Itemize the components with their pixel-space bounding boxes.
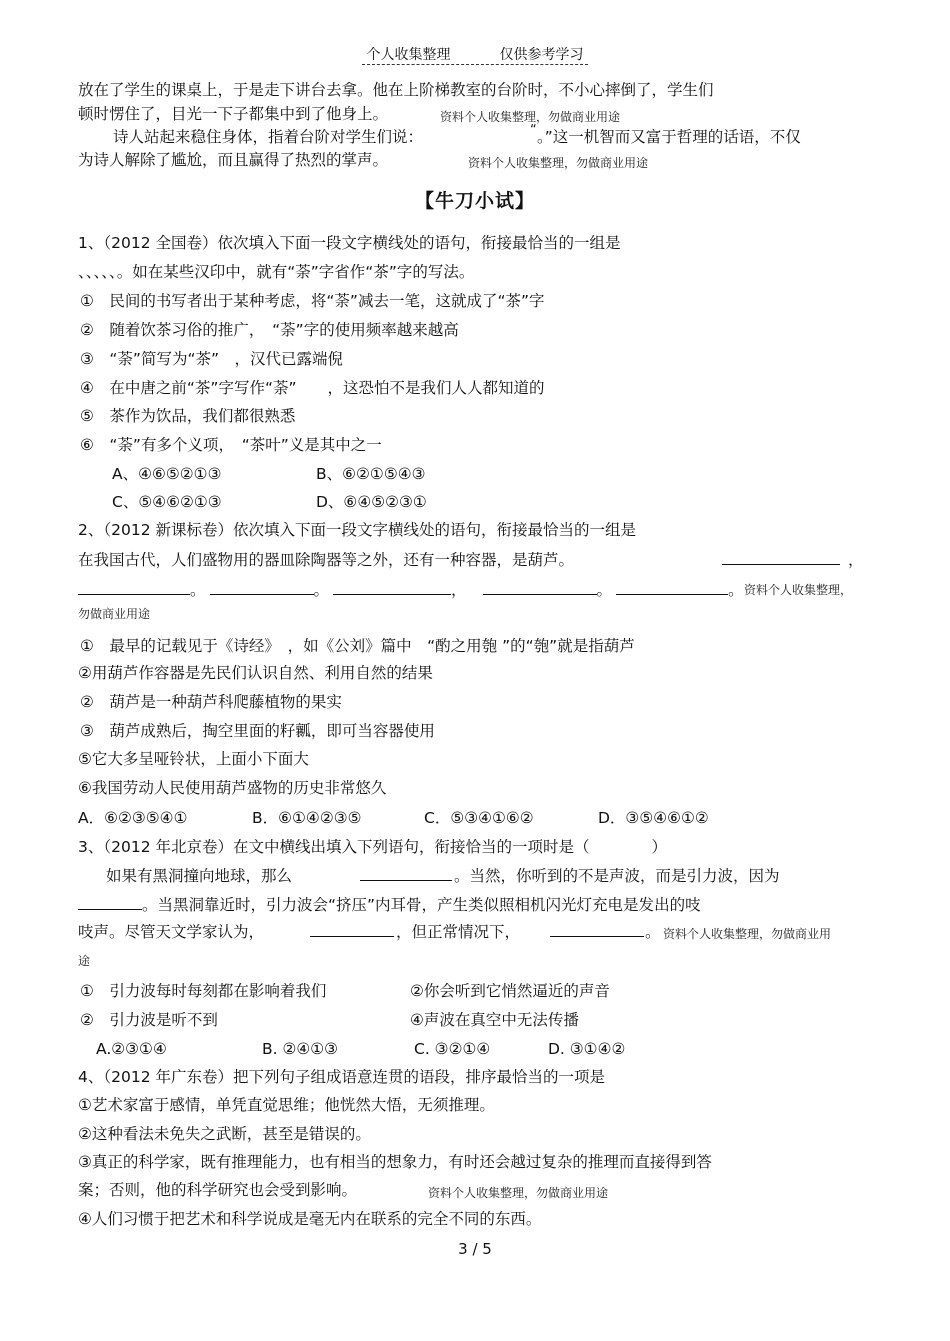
q2-option-c: C．⑤③④①⑥② [424, 809, 534, 827]
q2-item-3: ② 葫芦是一种葫芦科爬藤植物的果实 [80, 693, 342, 711]
header-rule [362, 64, 588, 65]
page-header [0, 44, 950, 64]
q3-line-3a: 吱声。尽管天文学家认为， [78, 923, 265, 941]
q3-line-2 [78, 893, 701, 915]
q3-option-d: D. ③①④② [548, 1040, 626, 1058]
q2-item-2: ②用葫芦作容器是先民们认识自然、利用自然的结果 [78, 664, 433, 682]
q3-item-3: ② 引力波是听不到 [80, 1011, 218, 1029]
q1-item-5: ⑤ 茶作为饮品，我们都很熟悉 [80, 407, 296, 425]
q1-item-2: ② 随着饮茶习俗的推广， “荼”字的使用频率越来越高 [80, 321, 459, 339]
q2-item-6: ⑥我国劳动人民使用葫芦盛物的历史非常悠久 [78, 779, 387, 797]
answer-blank[interactable] [310, 920, 394, 937]
answer-blank[interactable] [722, 548, 840, 565]
q3-option-b: B. ②④①③ [262, 1040, 339, 1058]
q4-sentence-4: ④人们习惯于把艺术和科学说成是毫无内在联系的完全不同的东西。 [78, 1210, 542, 1228]
q2-item-4: ③ 葫芦成熟后，掏空里面的籽瓤，即可当容器使用 [80, 722, 435, 740]
q1-stem: 1、（2012 全国卷）依次填入下面一段文字横线处的语句，衔接最恰当的一组是 [78, 234, 621, 252]
copyright-note: 资料个人收集整理，勿做商业用途 [468, 156, 649, 170]
q3-line-2-text: 。当黑洞靠近时，引力波会“挤压”内耳骨，产生类似照相机闪光灯充电是发出的吱 [142, 896, 701, 914]
q3-option-a: A.②③①④ [96, 1040, 167, 1058]
q1-option-d: D、⑥④⑤②③① [316, 493, 427, 511]
q1-item-1: ① 民间的书写者出于某种考虑，将“荼”减去一笔，这就成了“茶”字 [80, 292, 545, 310]
story-line-1: 放在了学生的课桌上，于是走下讲台去拿。他在上阶梯教室的台阶时，不小心摔倒了，学生们 [78, 81, 714, 99]
q1-item-4: ④ 在中唐之前“茶”字写作“荼” ，这恐怕不是我们人人都知道的 [80, 379, 545, 397]
header-right-text: 仅供参考学习 [499, 47, 584, 63]
q4-sentence-1: ①艺术家富于感情，单凭直觉思维；他恍然大悟，无须推理。 [78, 1096, 495, 1114]
q3-line-1b: 。当然，你听到的不是声波，而是引力波，因为 [454, 867, 780, 885]
q3-item-1: ① 引力波每时每刻都在影响着我们 [80, 982, 327, 1000]
q3-blank-2 [310, 920, 394, 942]
answer-blank[interactable] [333, 578, 451, 595]
q3-line-3b: ，但正常情况下， [396, 923, 521, 941]
q3-stem: 3、（2012 年北京卷）在文中横线出填入下列语句，衔接恰当的一项时是（ ） [78, 838, 667, 856]
q2-item-1: ① 最早的记载见于《诗经》 ，如《公刘》篇中 “酌之用匏 ”的“匏”就是指葫芦 [80, 637, 635, 655]
q4-sentence-3b: 案；否则，他的科学研究也会受到影响。 [78, 1181, 358, 1199]
q3-item-2: ②你会听到它悄然逼近的声音 [410, 982, 610, 1000]
story-quote-open: “ [530, 123, 537, 138]
q1-option-a: A、④⑥⑤②①③ [112, 465, 222, 483]
copyright-note: 资料个人收集整理，勿做商业用途 [428, 1186, 609, 1200]
q3-item-4: ④声波在真空中无法传播 [410, 1011, 579, 1029]
q1-item-3: ③ “荼”简写为“茶” ，汉代已露端倪 [80, 350, 344, 368]
q3-option-c: C. ③②①④ [414, 1040, 491, 1058]
story-line-2: 顿时愣住了，目光一下子都集中到了他身上。 [78, 105, 389, 123]
q4-sentence-3a: ③真正的科学家，既有推理能力，也有相当的想象力，有时还会越过复杂的推理而直接得到答 [78, 1153, 712, 1171]
q2-blank-row1 [722, 548, 840, 570]
q4-stem: 4、（2012 年广东卷）把下列句子组成语意连贯的语段，排序最恰当的一项是 [78, 1068, 605, 1086]
q2-punct-4: 。 [596, 581, 613, 599]
q1-item-6: ⑥ “荼”有多个义项， “茶叶”义是其中之一 [80, 436, 382, 454]
answer-blank[interactable] [483, 578, 597, 595]
story-line-3c: 。”这一机智而又富于哲理的话语，不仅 [537, 128, 801, 146]
q2-punct-2: 。 [313, 581, 330, 599]
page-number: 3 / 5 [458, 1240, 492, 1258]
answer-blank[interactable] [78, 578, 190, 595]
answer-blank[interactable] [360, 864, 452, 881]
answer-blank[interactable] [550, 920, 644, 937]
answer-blank[interactable] [616, 578, 728, 595]
copyright-note: 资料个人收集整理，勿做商业用途 [440, 110, 621, 124]
q2-punct-3: ， [451, 581, 467, 599]
copyright-note-part: 资料个人收集整理，勿做商业用 [663, 927, 832, 941]
answer-blank[interactable] [210, 578, 314, 595]
q1-context: 、、、、、。如在某些汉印中，就有“荼”字省作“茶”字的写法。 [78, 263, 475, 281]
story-line-4: 为诗人解除了尴尬，而且赢得了热烈的掌声。 [78, 151, 389, 169]
section-title: 【牛刀小试】 [414, 190, 535, 212]
q1-option-c: C、⑤④⑥②①③ [112, 493, 222, 511]
q2-item-5: ⑤它大多呈哑铃状，上面小下面大 [78, 750, 309, 768]
copyright-note-tail: 勿做商业用途 [78, 607, 151, 621]
q2-option-d: D．③⑤④⑥①② [598, 809, 709, 827]
answer-blank[interactable] [78, 893, 142, 910]
q2-punct-1: 。 [190, 581, 206, 599]
q2-comma: ， [848, 551, 864, 569]
q3-blank-3 [550, 920, 644, 942]
q1-option-b: B、⑥②①⑤④③ [316, 465, 426, 483]
q2-option-a: A．⑥②③⑤④① [78, 809, 188, 827]
story-line-3a: 诗人站起来稳住身体，指着台阶对学生们说： [113, 128, 424, 146]
q2-context: 在我国古代，人们盛物用的器皿除陶器等之外，还有一种容器，是葫芦。 [78, 551, 575, 569]
q2-blank-row2 [78, 578, 744, 600]
q3-blank-1 [360, 864, 452, 886]
header-left-text: 个人收集整理 [366, 47, 451, 63]
copyright-note-tail: 途 [78, 954, 91, 968]
q2-option-b: B．⑥①④②③⑤ [252, 809, 362, 827]
q3-line-1a: 如果有黑洞撞向地球，那么 [106, 867, 293, 885]
copyright-note-part: 资料个人收集整理， [744, 583, 853, 597]
q3-line-3c: 。 [645, 923, 661, 941]
q2-stem: 2、（2012 新课标卷）依次填入下面一段文字横线处的语句，衔接最恰当的一组是 [78, 521, 636, 539]
q2-punct-5: 。 [728, 581, 744, 599]
q4-sentence-2: ②这种看法未免失之武断，甚至是错误的。 [78, 1125, 371, 1143]
